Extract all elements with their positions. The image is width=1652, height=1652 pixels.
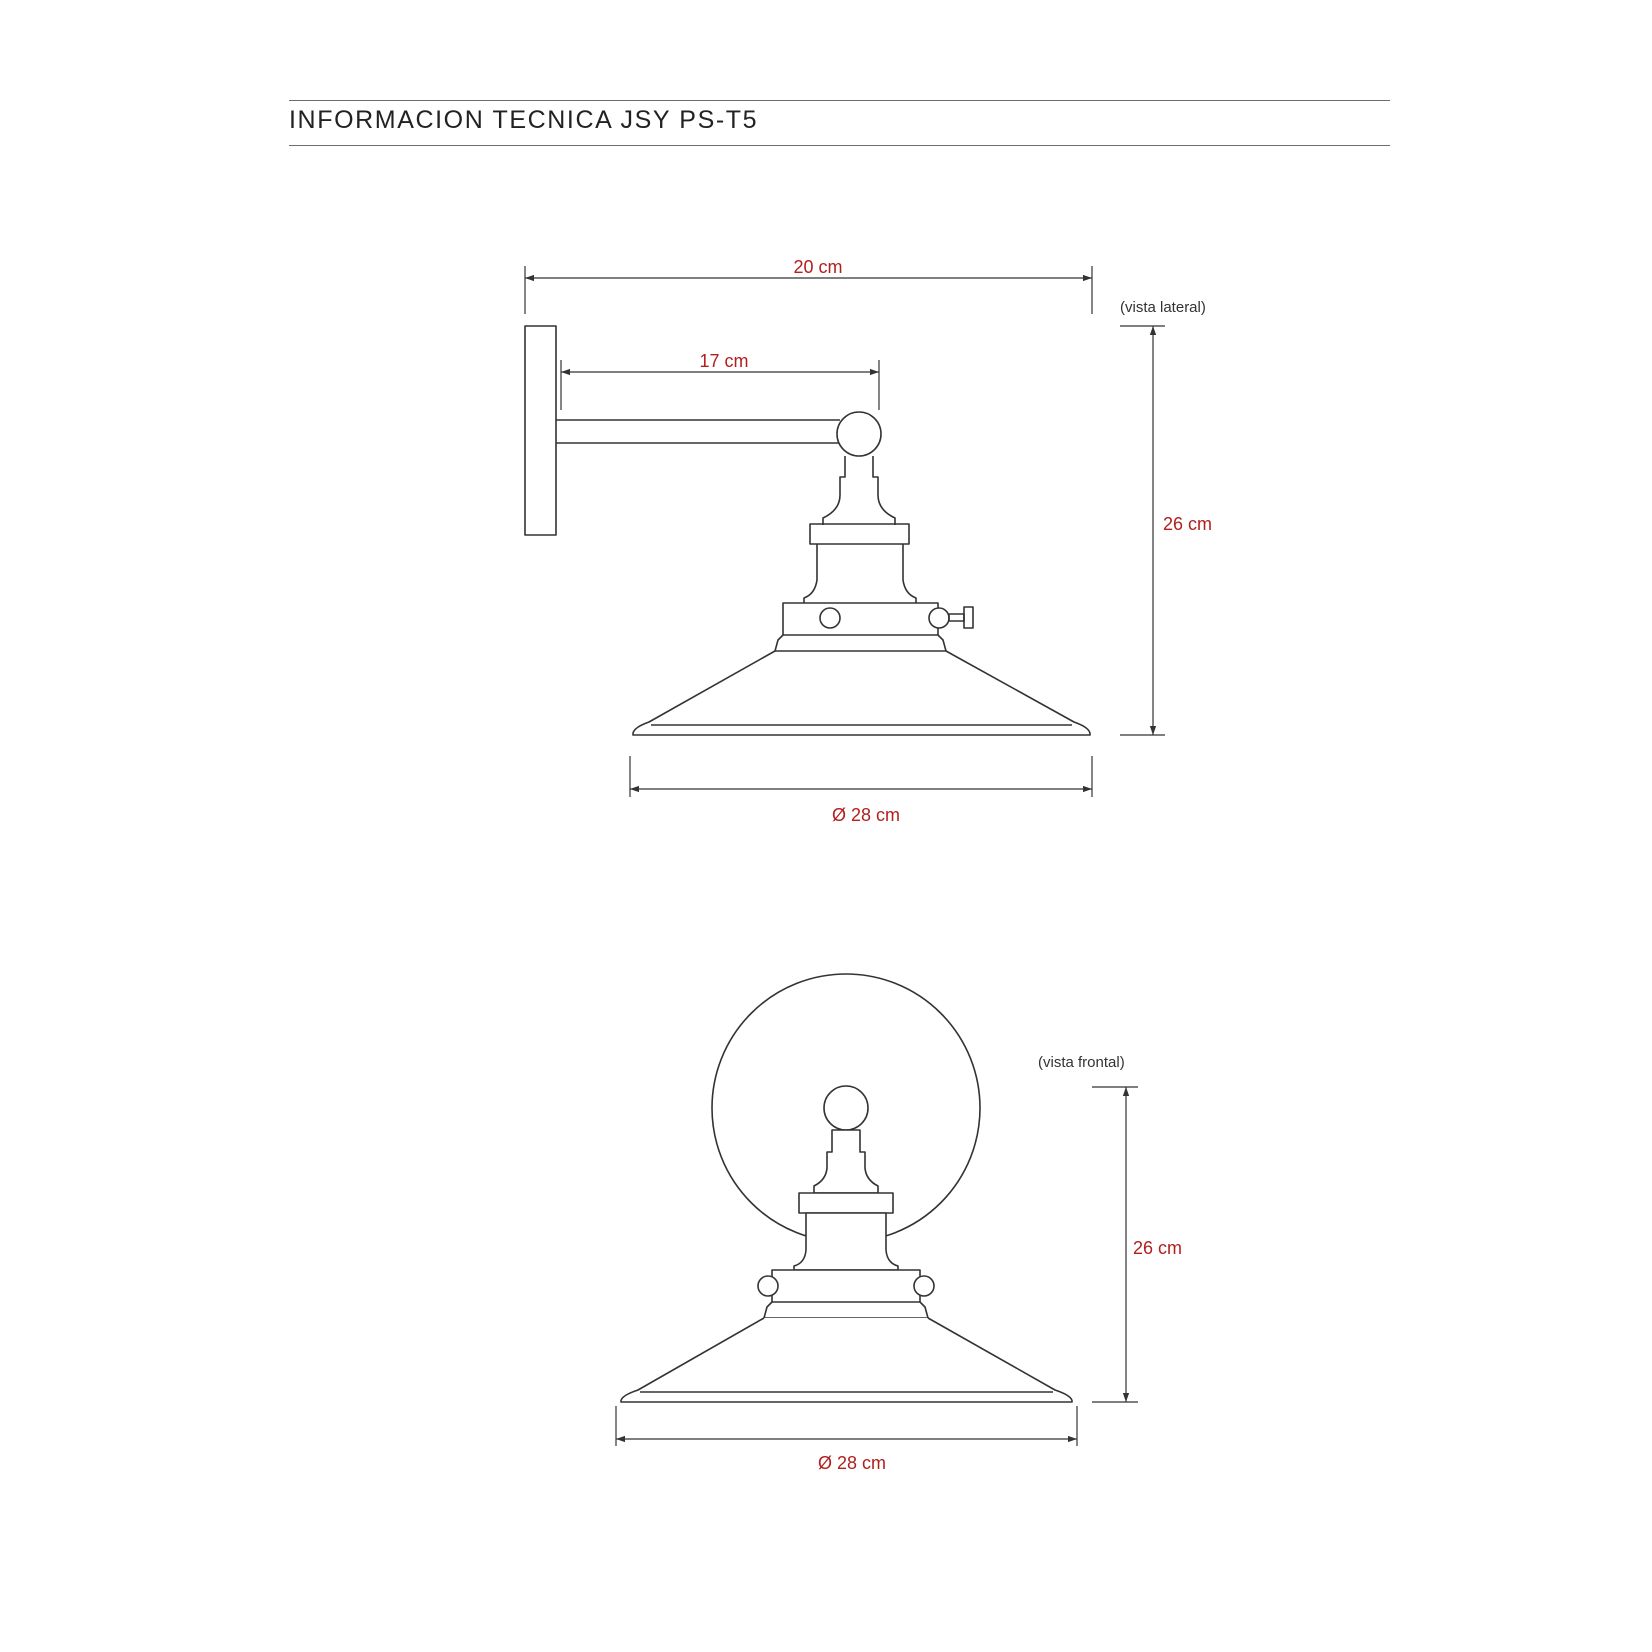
thumb-screw: [929, 608, 949, 628]
view-label: (vista frontal): [1038, 1054, 1125, 1071]
view-label: (vista lateral): [1120, 299, 1206, 316]
swivel-knuckle: [837, 412, 881, 456]
shade-holder: [772, 1270, 920, 1302]
front-view: [621, 974, 1072, 1402]
socket-body: [794, 1213, 898, 1270]
shade-neck: [775, 635, 946, 651]
socket-collar: [799, 1193, 893, 1213]
thumb-screw-shaft: [949, 614, 964, 621]
holder-screw: [820, 608, 840, 628]
socket-neck: [814, 1130, 878, 1193]
diameter-label: Ø 28 cm: [831, 805, 901, 825]
thumb-screw-knob: [964, 607, 973, 628]
socket-neck-right: [873, 456, 895, 525]
page-title: INFORMACION TECNICA JSY PS-T5: [289, 106, 759, 134]
wall-plate: [525, 326, 556, 535]
swivel-knuckle: [824, 1086, 868, 1130]
arm-length-label: 17 cm: [699, 351, 749, 371]
side-view: [525, 326, 1090, 735]
holder-screw-left: [758, 1276, 778, 1296]
holder-screw-right: [914, 1276, 934, 1296]
socket-body-left: [804, 544, 817, 603]
height-label: 26 cm: [1133, 1238, 1183, 1258]
socket-body-right: [903, 544, 916, 603]
shade-holder: [783, 603, 938, 635]
width-total-label: 20 cm: [793, 257, 843, 277]
shade-neck: [764, 1302, 928, 1318]
height-label: 26 cm: [1163, 514, 1213, 534]
side-view-dimensions: [525, 266, 1165, 797]
socket-neck-left: [823, 456, 845, 525]
shade-cone: [633, 651, 1090, 735]
diameter-label: Ø 28 cm: [817, 1453, 887, 1473]
shade-cone: [621, 1318, 1072, 1402]
side-view-labels: [699, 257, 1212, 825]
socket-collar: [810, 524, 909, 544]
